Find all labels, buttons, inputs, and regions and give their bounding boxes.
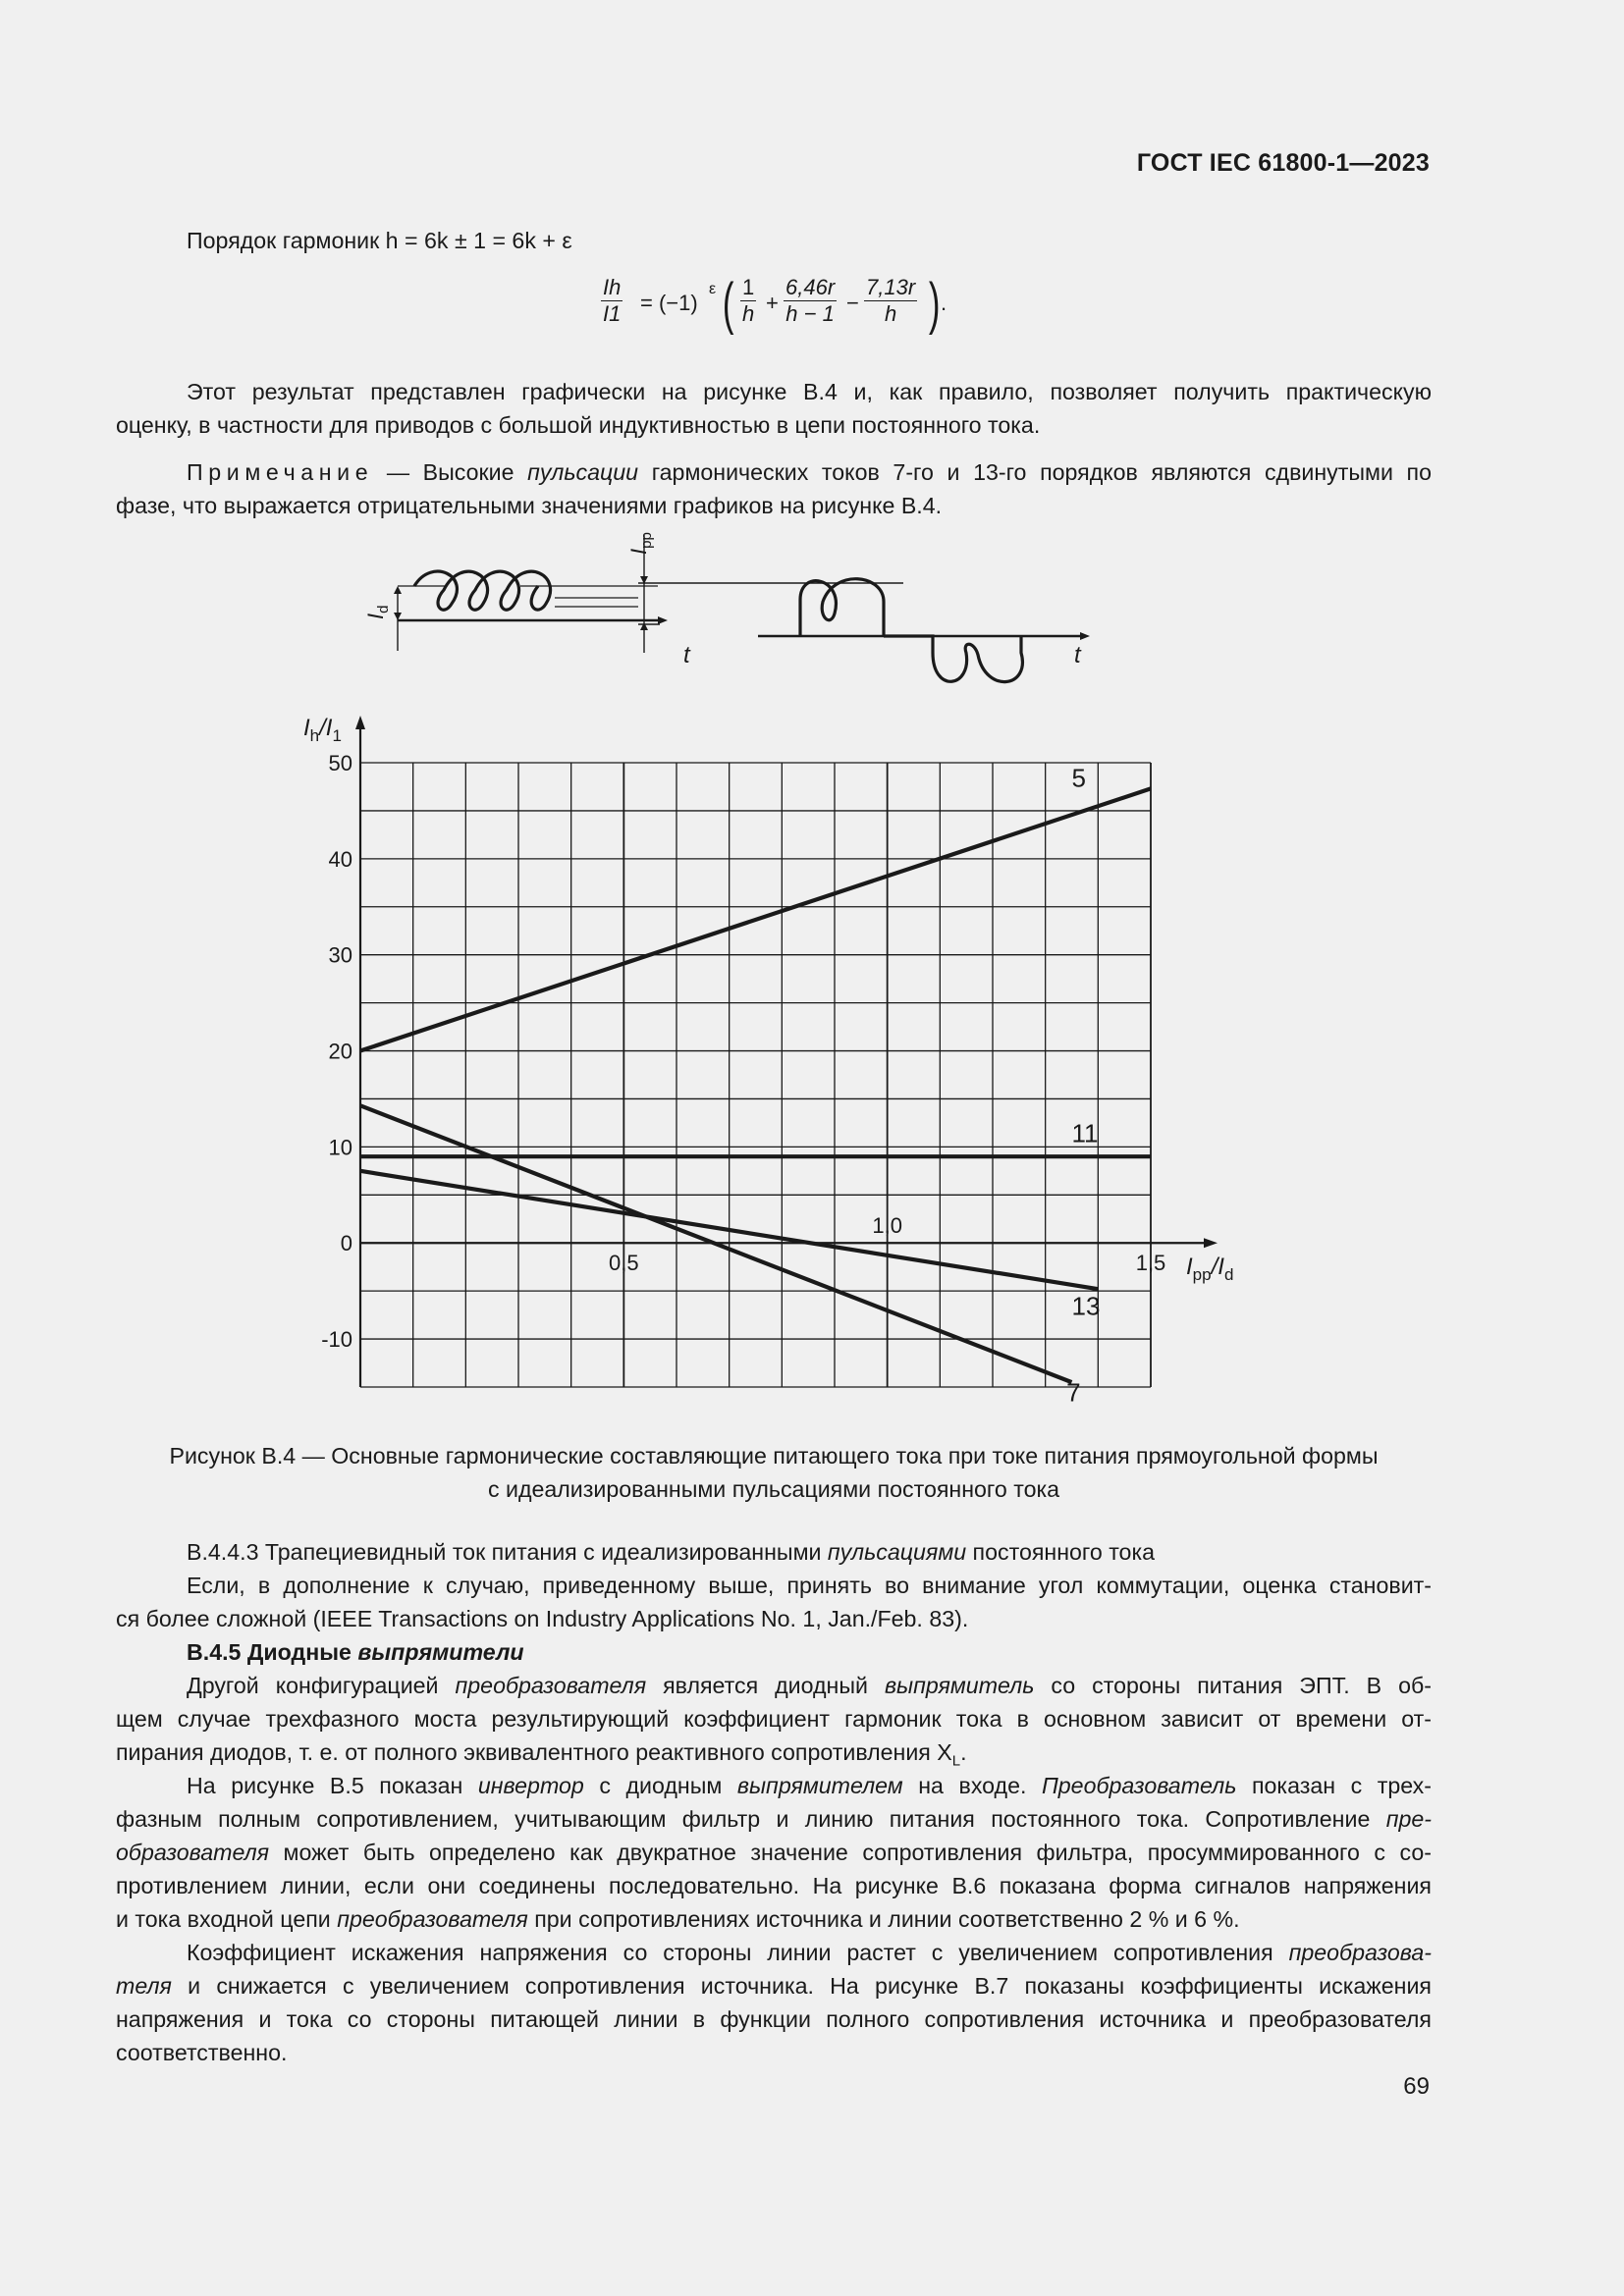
term3-fraction: $\frac{7,13r}{h}$ — [866, 275, 916, 326]
paragraph-inverter-cont3: противлением линии, если они соединены последовательно. На рисунке В.6 показана форма сигналов напряжения — [116, 1873, 1432, 1898]
label-t-left: t — [683, 642, 690, 668]
paragraph-diode: Другой конфигурацией преобразователя является диодный выпрямитель со стороны питания ЭПТ. В об- — [187, 1673, 1432, 1698]
harmonic-formula: $\frac{Ih}{I1}$ = (−1) ε ( $\frac{1}{h}$ + $\frac{6,46r}{h - 1}$ − $\frac{7,13r}{h}$ ) . — [603, 272, 947, 336]
paragraph-commutation-cont: ся более сложной (IEEE Transactions on Industry Applications No. 1, Jan./Feb. 83). — [116, 1606, 969, 1631]
series-label-5: 5 — [1071, 763, 1086, 793]
waveform-diagram — [353, 525, 1119, 702]
y-axis-arrow — [355, 716, 365, 729]
lhs-fraction: $\frac{Ih}{I1}$ — [603, 275, 622, 326]
paragraph-diode-cont2: пирания диодов, т. е. от полного эквивалентного реактивного сопротивления $X_L$. — [116, 1739, 967, 1770]
paragraph-inverter-cont2: образователя может быть определено как двукратное значение сопротивления фильтра, просуммированного с со- — [116, 1840, 1432, 1865]
paragraph-result: Этот результат представлен графически на рисунке В.4 и, как правило, позволяет получить практическую — [187, 379, 1432, 404]
formula-eq: = (−1) — [640, 291, 698, 315]
x-tick-label: 0,5 — [609, 1251, 639, 1276]
y-tick-label: 40 — [328, 846, 352, 872]
section-b45-heading: В.4.5 Диодные выпрямители — [187, 1639, 524, 1665]
paragraph-distortion-cont2: напряжения и тока со стороны питающей линии в функции полного сопротивления источника и преобразователя — [116, 2006, 1432, 2032]
term1-fraction: $\frac{1}{h}$ — [742, 275, 755, 326]
series-line-5 — [360, 788, 1151, 1050]
paragraph-commutation: Если, в дополнение к случаю, приведенному выше, принять во внимание угол коммутации, оценка становит- — [187, 1573, 1432, 1598]
series-label-13: 13 — [1071, 1291, 1101, 1321]
paragraph-diode-cont1: щем случае трехфазного моста результирующий коэффициент гармоник тока в основном зависит от времени от- — [116, 1706, 1432, 1732]
formula-exponent: ε — [709, 281, 717, 297]
y-tick-label: 10 — [328, 1135, 352, 1160]
harmonics-chart — [295, 702, 1257, 1428]
y-tick-label: 20 — [328, 1039, 352, 1064]
paragraph-distortion-cont1: теля и снижается с увеличением сопротивления источника. На рисунке В.7 показаны коэффициенты искажения — [116, 1973, 1432, 1999]
standard-header: ГОСТ IEC 61800-1—2023 — [1136, 149, 1430, 177]
page-number: 69 — [1403, 2073, 1430, 2100]
y-tick-label: 50 — [328, 751, 352, 775]
label-ipp: $I_{pp}$ — [626, 532, 655, 555]
note: Примечание — Высокие пульсации гармонических токов 7-го и 13-го порядков являются сдвинутыми по — [187, 459, 1432, 485]
x-tick-label: 1,5 — [1135, 1251, 1166, 1276]
label-t-right: t — [1074, 642, 1081, 668]
figure-caption: Рисунок В.4 — Основные гармонические составляющие питающего тока при токе питания прямоугольной формы с идеализированными пульсациями постоянного тока — [169, 1443, 1379, 1502]
x-axis-label: $I_{pp}/I_d$ — [1186, 1254, 1234, 1285]
y-tick-label: 30 — [328, 942, 352, 968]
chart-series — [360, 788, 1151, 1382]
paragraph-inverter: На рисунке В.5 показан инвертор с диодным выпрямителем на входе. Преобразователь показан с трех- — [187, 1773, 1432, 1798]
section-b443: В.4.4.3 Трапециевидный ток питания с идеализированными пульсациями постоянного тока — [187, 1539, 1156, 1565]
paragraph-inverter-cont1: фазным полным сопротивлением, учитывающим фильтр и линию питания постоянного тока. Сопротивление пре- — [116, 1806, 1432, 1832]
chart-labels — [303, 715, 1233, 1408]
series-label-11: 11 — [1071, 1118, 1099, 1148]
y-axis-label: $I_h/I_1$ — [303, 715, 342, 745]
series-label-7: 7 — [1066, 1377, 1081, 1408]
paragraph-distortion-cont3: соответственно. — [116, 2040, 288, 2065]
y-tick-label: 0 — [340, 1231, 352, 1256]
paragraph-result-cont: оценку, в частности для приводов с большой индуктивностью в цепи постоянного тока. — [116, 412, 1041, 438]
formula-intro: Порядок гармоник h = 6k ± 1 = 6k + ε — [187, 228, 572, 253]
x-tick-label: 1,0 — [872, 1213, 902, 1239]
term2-fraction: $\frac{6,46r}{h - 1}$ — [785, 275, 836, 326]
paragraph-inverter-cont4: и тока входной цепи преобразователя при сопротивлениях источника и линии соответственно 2 % и 6 %. — [116, 1906, 1240, 1932]
paragraph-distortion: Коэффициент искажения напряжения со стороны линии растет с увеличением сопротивления преобразова- — [187, 1940, 1432, 1965]
y-tick-label: -10 — [321, 1327, 352, 1353]
x-axis-arrow — [1204, 1238, 1218, 1248]
label-id: $I_d$ — [363, 605, 392, 619]
note-cont: фазе, что выражается отрицательными значениями графиков на рисунке В.4. — [116, 493, 943, 518]
